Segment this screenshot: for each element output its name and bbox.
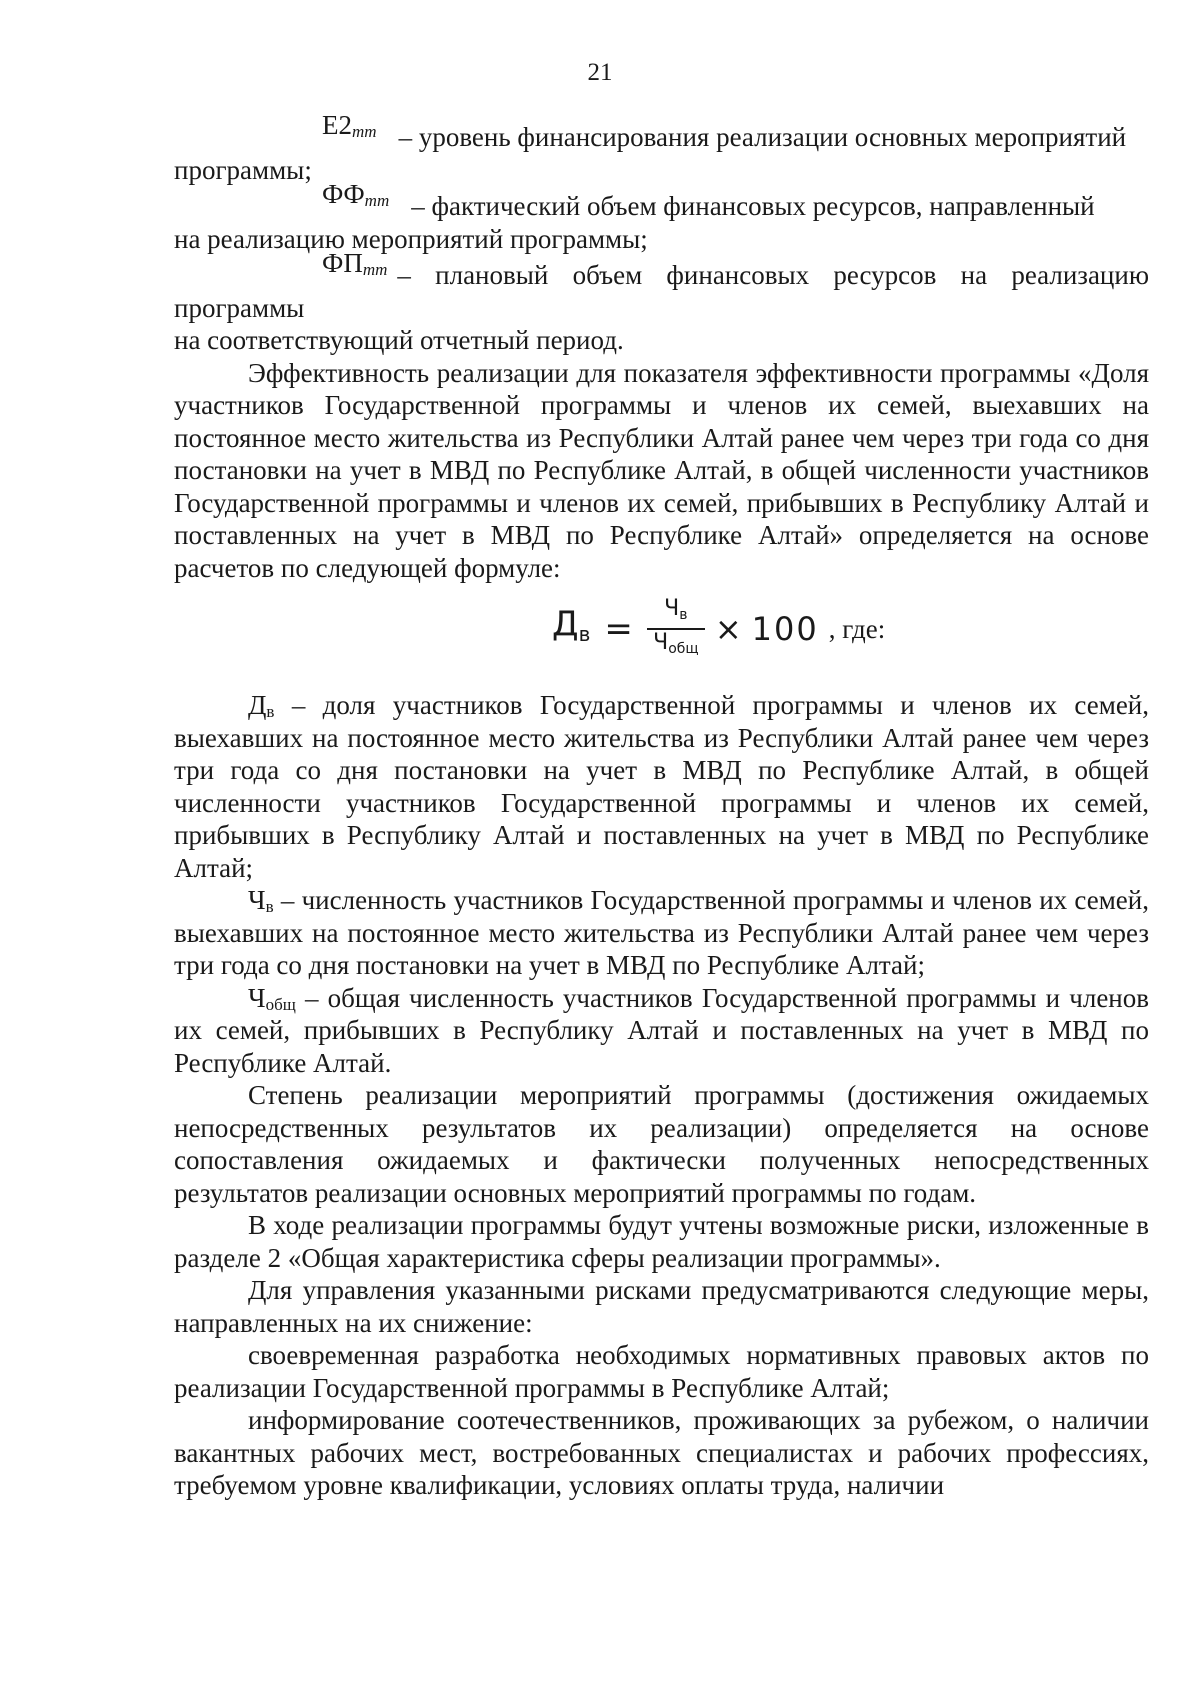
page-number: 21 xyxy=(587,59,613,86)
definition-e2 xyxy=(174,110,1149,154)
intro-paragraph: Эффективность реализации для показателя эффективности программы «Доля участников Государственной программы и членов их семей, выехавших на постоянное место жительства из Республики Алтай ранее чем через три года со дня постановки на учет в МВД по Республике Алтай, в общей численности участников Государственной программы и членов их семей, прибывших в Республику Алтай и поставленных на учет в МВД по Республике Алтай» определяется на основе расчетов по следующей формуле: xyxy=(174,357,1149,583)
formula-numerator: $Ч_в$ xyxy=(664,596,688,623)
definition-e2-text: – уровень финансирования реализации основных мероприятий xyxy=(398,122,1127,152)
formula-times: × xyxy=(714,609,742,648)
paragraph-risks: В ходе реализации программы будут учтены возможные риски, изложенные в разделе 2 «Общая характеристика сферы реализации программы». xyxy=(174,1210,1149,1273)
formula-lhs: $Д_в$ xyxy=(552,603,591,646)
paragraph-legal-acts: своевременная разработка необходимых нормативных правовых актов по реализации Государственной программы в Республике Алтай; xyxy=(174,1340,1149,1403)
definition-fp-continuation: на соответствующий отчетный период. xyxy=(174,325,624,355)
paragraph-informing: информирование соотечественников, проживающих за рубежом, о наличии вакантных рабочих мест, востребованных специалистах и рабочих профессиях, требуемом уровне квалификации, условиях оплаты труда, наличии xyxy=(174,1405,1149,1500)
definition-dv-text: – доля участников Государственной программы и членов их семей, выехавших на постоянное место жительства из Республики Алтай ранее чем через три года со дня постановки на учет в МВД по Республике Алтай, в общей численности участников Государственной программы и членов их семей, прибывших в Республику Алтай и поставленных на учет в МВД по Республике Алтай; xyxy=(174,690,1149,883)
formula-multiplier: 100 xyxy=(751,609,819,648)
paragraph-degree: Степень реализации мероприятий программы (достижения ожидаемых непосредственных результатов их реализации) определяется на основе сопоставления ожидаемых и фактически полученных непосредственных результатов реализации основных мероприятий программы по годам. xyxy=(174,1080,1149,1208)
definition-e2-continuation: программы; xyxy=(174,154,312,185)
definition-fp xyxy=(174,248,1149,324)
definition-ff xyxy=(174,179,1149,223)
formula-denominator: $Ч_{общ}$ xyxy=(653,629,699,657)
symbol-ff: $ФФ_{mm}$ xyxy=(322,179,390,210)
symbol-e2: $Е2_{mm}$ xyxy=(322,110,377,141)
definition-chv xyxy=(174,884,1149,982)
definition-ff-continuation: на реализацию мероприятий программы; xyxy=(174,223,648,254)
body-text xyxy=(174,110,1149,1502)
definition-chobsh-text: – общая численность участников Государственной программы и членов их семей, прибывших в Республику Алтай и поставленных на учет в МВД по Республике Алтай. xyxy=(174,982,1149,1078)
symbol-chv: $Ч_в$ xyxy=(248,885,274,916)
formula-fraction xyxy=(647,596,705,662)
definition-ff-text: – фактический объем финансовых ресурсов, направленный xyxy=(411,191,1095,221)
paragraph-measures: Для управления указанными рисками предусматриваются следующие меры, направленных на их снижение: xyxy=(174,1275,1149,1338)
definition-chobsh xyxy=(174,982,1149,1080)
formula-where: , где: xyxy=(828,613,886,644)
formula xyxy=(552,596,885,662)
formula-equals: = xyxy=(604,608,633,649)
definition-dv xyxy=(174,689,1149,884)
formula-block xyxy=(174,584,1149,689)
symbol-fp: $ФП_{mm}$ xyxy=(322,248,388,279)
symbol-chobsh: $Ч_{общ}$ xyxy=(248,982,296,1014)
definition-chv-text: – численность участников Государственной программы и членов их семей, выехавших на постоянное место жительства из Республики Алтай ранее чем через три года со дня постановки на учет в МВД по Республике Алтай; xyxy=(174,885,1149,980)
definition-fp-text: – плановый объем финансовых ресурсов на реализацию программы xyxy=(174,260,1149,323)
symbol-dv: $Д_в$ xyxy=(248,690,275,721)
